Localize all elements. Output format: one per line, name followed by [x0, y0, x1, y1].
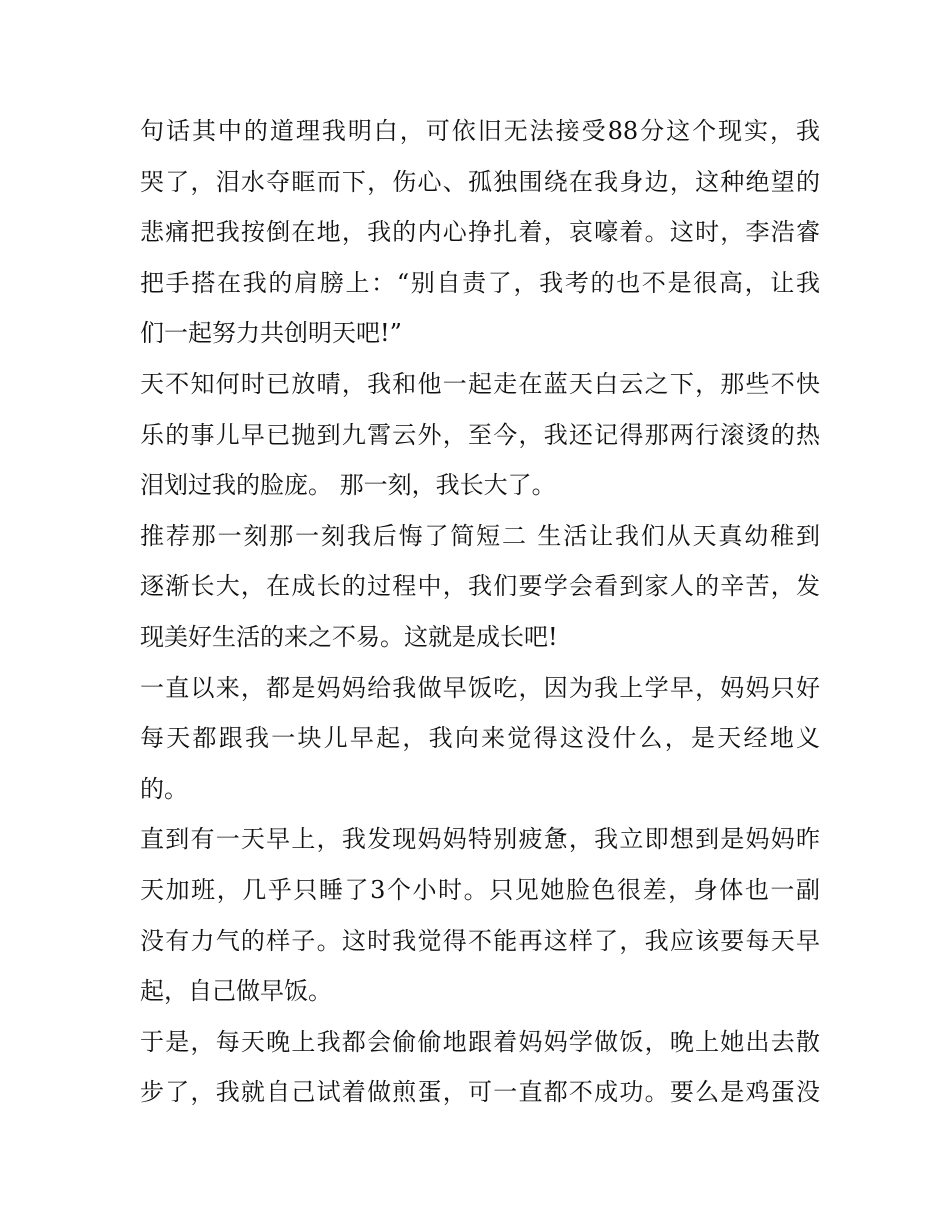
text-line: 一直以来，都是妈妈给我做早饭吃，因为我上学早，妈妈只好 — [140, 673, 820, 702]
text-line: 天加班，几乎只睡了3个小时。只见她脸色很差，身体也一副 — [140, 875, 820, 904]
text-line: 现美好生活的来之不易。这就是成长吧! — [140, 622, 558, 651]
text-line: 起，自己做早饭。 — [140, 977, 332, 1006]
body-text — [140, 106, 820, 1118]
text-line: 天不知何时已放晴，我和他一起走在蓝天白云之下，那些不快 — [140, 369, 820, 398]
text-line: 乐的事儿早已抛到九霄云外，至今，我还记得那两行滚烫的热 — [140, 420, 820, 449]
text-line: 的。 — [140, 774, 188, 803]
text-line: 步了，我就自己试着做煎蛋，可一直都不成功。要么是鸡蛋没 — [140, 1078, 820, 1107]
text-line: 句话其中的道理我明白，可依旧无法接受88分这个现实，我 — [140, 117, 820, 145]
text-line: 逐渐长大，在成长的过程中，我们要学会看到家人的辛苦，发 — [140, 572, 820, 601]
text-line: 把手搭在我的肩膀上：“别自责了，我考的也不是很高，让我 — [140, 268, 820, 297]
text-line: 们一起努力共创明天吧!” — [140, 319, 402, 348]
text-line: 每天都跟我一块儿早起，我向来觉得这没什么，是天经地义 — [140, 724, 820, 753]
text-line: 于是，每天晚上我都会偷偷地跟着妈妈学做饭，晚上她出去散 — [140, 1027, 820, 1056]
text-line: 没有力气的样子。这时我觉得不能再这样了，我应该要每天早 — [140, 926, 820, 955]
text-line: 悲痛把我按倒在地，我的内心挣扎着，哀嚎着。这时，李浩睿 — [140, 218, 820, 247]
text-line: 直到有一天早上，我发现妈妈特别疲惫，我立即想到是妈妈昨 — [140, 825, 820, 854]
text-line: 推荐那一刻那一刻我后悔了简短二 生活让我们从天真幼稚到 — [140, 521, 820, 550]
text-line: 哭了，泪水夺眶而下，伤心、孤独围绕在我身边，这种绝望的 — [140, 167, 820, 196]
text-line: 泪划过我的脸庞。 那一刻，我长大了。 — [140, 471, 556, 500]
